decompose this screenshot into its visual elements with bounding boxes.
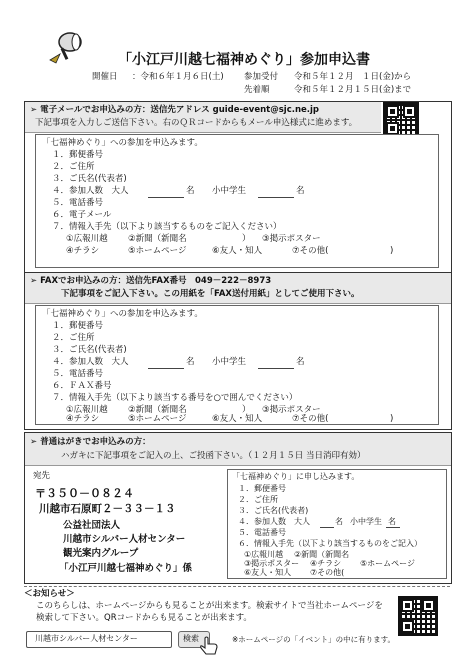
email-field[interactable]: ６．電子メール xyxy=(52,210,112,220)
form-intro: 「七福神めぐり」への参加を申込みます。 xyxy=(42,309,203,319)
email-qr-code[interactable] xyxy=(383,102,419,138)
option-newspaper[interactable]: ②新聞（新聞名 xyxy=(128,234,187,244)
adult-count-input[interactable] xyxy=(148,197,184,198)
first-come-label: 先着順 xyxy=(244,85,270,95)
option-flyer[interactable]: ④チラシ xyxy=(310,559,342,568)
email-instruction-1: ➢ 電子メールでお申込みの方：送信先アドレス guide-event@sjc.ne.jp xyxy=(30,105,320,115)
fax-section xyxy=(24,272,452,430)
homepage-qr-code[interactable] xyxy=(398,596,438,636)
name-field[interactable]: ３．ご氏名(代表者) xyxy=(52,174,127,184)
fax-field[interactable]: ６．ＦＡＸ番号 xyxy=(52,381,112,391)
address-recipient: 「小江戸川越七福神めぐり」係 xyxy=(59,563,193,574)
search-input[interactable] xyxy=(26,631,172,648)
participants-adult-label: ４．参加人数 大人 xyxy=(238,517,310,526)
postal-code-field[interactable]: １．郵便番号 xyxy=(52,150,104,160)
event-date-value: ：令和６年１月６日(土) xyxy=(132,72,224,82)
pointer-hand-icon xyxy=(198,636,220,656)
postcard-instruction-1: ➢ 普通はがきでお申込みの方： xyxy=(30,437,151,447)
reception-label: 参加受付 xyxy=(244,72,279,82)
option-other-close: ) xyxy=(390,414,394,424)
phone-field[interactable]: ５．電話番号 xyxy=(52,198,104,208)
option-newspaper-close: ） xyxy=(242,405,251,415)
info-source-label: ７．情報入手先（以下より該当する番号を○で囲んでください） xyxy=(52,393,298,403)
email-form xyxy=(35,134,439,268)
child-count-input[interactable] xyxy=(258,368,294,369)
postal-code-field[interactable]: １．郵便番号 xyxy=(238,484,286,493)
address-org3: 観光案内グループ xyxy=(63,548,139,559)
adult-count-input[interactable] xyxy=(148,368,184,369)
postcard-section xyxy=(24,432,452,584)
address-field[interactable]: ２．ご住所 xyxy=(238,495,278,504)
child-count-input[interactable] xyxy=(258,197,294,198)
child-label: 小中学生 xyxy=(350,517,382,526)
address-street: 川越市石原町２－３３－１３ xyxy=(39,503,176,515)
child-unit: 名 xyxy=(296,186,305,196)
fax-instruction-1: ➢ FAXでお申込みの方：送信先FAX番号 049－222－8973 xyxy=(30,276,272,286)
name-field[interactable]: ３．ご氏名(代表者) xyxy=(238,506,309,515)
address-field[interactable]: ２．ご住所 xyxy=(52,333,95,343)
search-button-label: 検索 xyxy=(183,634,199,643)
child-label: 小中学生 xyxy=(212,186,247,196)
address-label: 宛先 xyxy=(33,471,51,481)
phone-field[interactable]: ５．電話番号 xyxy=(238,528,286,537)
option-koho[interactable]: ①広報川越 xyxy=(244,550,284,559)
search-note: ※ホームページの「イベント」の中に有ります。 xyxy=(232,635,396,644)
option-poster[interactable]: ③掲示ポスター xyxy=(262,405,321,415)
option-flyer[interactable]: ④チラシ xyxy=(66,246,100,256)
option-homepage[interactable]: ⑤ホームページ xyxy=(360,559,416,568)
info-source-label: ７．情報入手先（以下より該当するものをご記入ください） xyxy=(52,222,282,232)
address-org2: 川越市シルバー人材センター xyxy=(63,534,186,545)
option-homepage[interactable]: ⑤ホームページ xyxy=(128,246,187,256)
form-intro: 「七福神めぐり」に申し込みます。 xyxy=(232,472,360,481)
event-date-label: 開催日 xyxy=(92,72,118,82)
participants-adult-label: ４．参加人数 大人 xyxy=(52,357,129,367)
postcard-instruction-2: ハガキに下記事項をご記入の上、ご投函下さい。（１２月１５日 当日消印有効） xyxy=(61,451,366,461)
phone-field[interactable]: ５．電話番号 xyxy=(52,369,104,379)
info-source-label: ６．情報入手先（以下より該当するものをご記入） xyxy=(238,539,422,548)
page-title: 「小江戸川越七福神めぐり」参加申込書 xyxy=(118,52,370,68)
child-count-input[interactable] xyxy=(386,527,400,528)
adult-unit: 名 xyxy=(335,517,343,526)
child-unit: 名 xyxy=(388,517,396,526)
option-newspaper-close: ） xyxy=(242,234,251,244)
option-friend[interactable]: ⑥友人・知人 xyxy=(244,568,292,577)
option-newspaper[interactable]: ②新聞（新聞名 xyxy=(128,405,187,415)
option-koho[interactable]: ①広報川越 xyxy=(66,234,108,244)
notice-divider xyxy=(24,586,450,587)
notice-line-1: このちらしは、ホームページからも見ることが出来ます。検索サイトで当社ホームページを xyxy=(36,601,383,611)
option-other[interactable]: ⑦その他( xyxy=(292,246,329,256)
notice-heading: ＜お知らせ＞ xyxy=(24,589,75,599)
adult-unit: 名 xyxy=(186,186,195,196)
notice-line-2: 検索して下さい。QRコードからも見ることが出来ます。 xyxy=(36,613,252,623)
first-come-value: 令和５年１２月１５日(金)まで xyxy=(294,85,412,95)
option-koho[interactable]: ①広報川越 xyxy=(66,405,108,415)
postal-code-field[interactable]: １．郵便番号 xyxy=(52,321,104,331)
participants-adult-label: ４．参加人数 大人 xyxy=(52,186,129,196)
option-other[interactable]: ⑦その他( xyxy=(292,414,329,424)
reception-value: 令和５年１２月 １日(金)から xyxy=(294,72,412,82)
address-field[interactable]: ２．ご住所 xyxy=(52,162,95,172)
child-label: 小中学生 xyxy=(212,357,247,367)
address-org1: 公益社団法人 xyxy=(63,520,121,531)
fax-form xyxy=(35,305,439,425)
postcard-form xyxy=(227,469,447,579)
option-friend[interactable]: ⑥友人・知人 xyxy=(212,246,263,256)
option-other[interactable]: ⑦その他( xyxy=(310,568,345,577)
email-instruction-2: 下記事項を入力しご送信下さい。右のＱＲコードからもメール申込様式に進めます。 xyxy=(35,118,358,128)
option-poster[interactable]: ③掲示ポスター xyxy=(262,234,321,244)
lucky-mallet-icon xyxy=(46,30,86,66)
option-newspaper[interactable]: ②新聞（新聞名 xyxy=(294,550,350,559)
adult-count-input[interactable] xyxy=(320,527,334,528)
name-field[interactable]: ３．ご氏名(代表者) xyxy=(52,345,127,355)
address-postal: 〒３５０－０８２４ xyxy=(35,487,134,500)
option-homepage[interactable]: ⑤ホームページ xyxy=(128,414,187,424)
option-poster[interactable]: ③掲示ポスター xyxy=(244,559,300,568)
child-unit: 名 xyxy=(296,357,305,367)
fax-instruction-2: 下記事項をご記入下さい。この用紙を「FAX送付用紙」としてご使用下さい。 xyxy=(61,289,360,299)
search-input-value: 川越市シルバー人材センター xyxy=(35,634,138,643)
adult-unit: 名 xyxy=(186,357,195,367)
option-other-close: ) xyxy=(390,246,394,256)
option-flyer[interactable]: ④チラシ xyxy=(66,414,100,424)
email-section xyxy=(24,101,452,273)
option-friend[interactable]: ⑥友人・知人 xyxy=(212,414,263,424)
form-intro: 「七福神めぐり」への参加を申込みます。 xyxy=(42,138,203,148)
